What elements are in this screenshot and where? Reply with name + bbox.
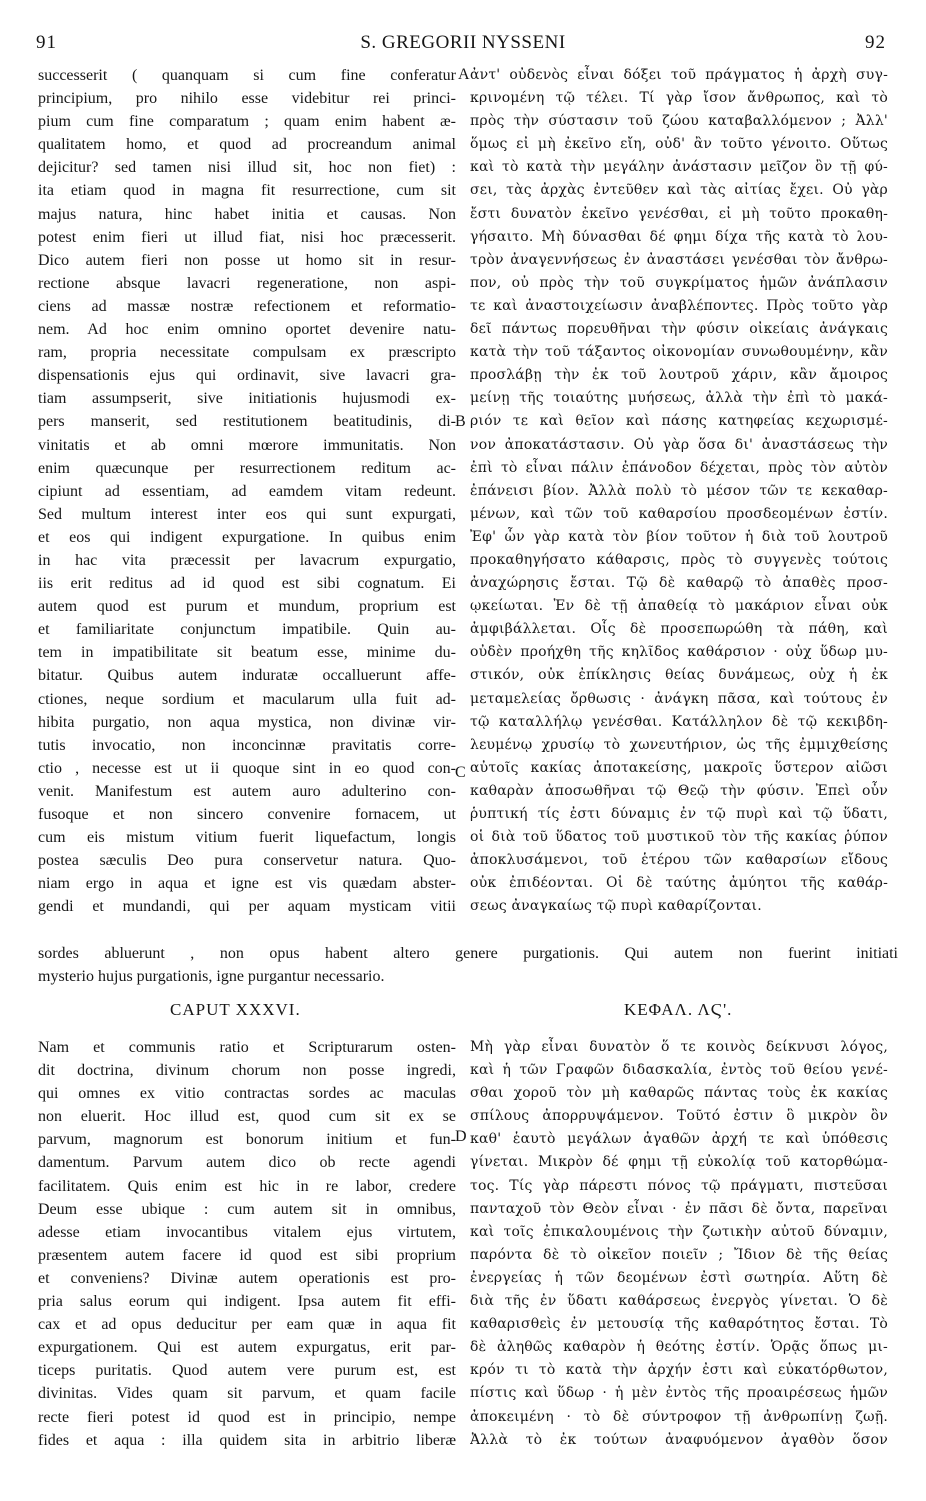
text-line: πον, οὐ πρὸς τὴν τοῦ συγκρίματος ἡμῶν ἀνάπλασιν [470, 274, 888, 291]
text-line: τῷ καταλλήλῳ γενέσθαι. Κατάλληλον δὲ τῷ κεκιβδη- [470, 713, 888, 730]
text-line: et eos qui indigent expurgatione. In quibus enim [38, 528, 456, 546]
text-line: gendi et mundandi, qui per aquam mysticam vitii [38, 898, 456, 916]
text-line: πρὸς τὴν σύστασιν τοῦ ζώου καταβαλλόμενον ; Ἀλλ' [470, 113, 888, 130]
text-line: παρόντα δὲ τὸ οἰκεῖον ποιεῖν ; Ἴδιον δὲ τῆς θείας [470, 1246, 888, 1263]
text-line: πίστις καὶ ὕδωρ · ἡ μὲν ἐντὸς τῆς προαιρέσεως ἡμῶν [470, 1385, 888, 1402]
text-line: cipiunt ad essentiam, ad eamdem vitam redeunt. [38, 482, 456, 500]
running-title: S. GREGORII NYSSENI [360, 32, 566, 53]
text-line: τρὸν ἀναγεννήσεως ἐν ἀναστάσει γενέσθαι τὸν ἄνθρω- [470, 251, 888, 268]
text-line: ῳκείωται. Ἐν δὲ τῇ ἀπαθείᾳ τὸ μακάριον εἶναι οὐκ [470, 598, 888, 615]
text-line: successerit ( quanquam si cum fine conferatur [38, 67, 456, 84]
text-line: tutis invocatio, non inconcinnæ pravitatis corre- [38, 736, 456, 754]
text-line: fusoque et non sincero convenire fornacem, ut [38, 806, 456, 823]
text-line: mysterio hujus purgationis, igne purgantur necessario. [38, 968, 385, 986]
text-line: vinitatis et ab omni mœrore immunitatis. Non [38, 436, 456, 454]
text-line: nem. Ad hoc enim omnino oportet devenire natu- [38, 321, 456, 339]
text-line: Deum esse ubique : cum autem sit in omnibus, [38, 1200, 456, 1218]
text-line: προκαθηγήσατο κάθαρσις, πρὸς τὸ συγγενὲς τούτοις [470, 551, 888, 568]
text-line: ἀναχώρησις ἔσται. Τῷ δὲ καθαρῷ τὸ ἀπαθὲς προσ- [470, 575, 888, 592]
margin-marker-b: B [455, 413, 466, 430]
text-line: fides et aqua : illa quidem sita in arbitrio liberæ [38, 1431, 456, 1449]
text-line: recte fieri potest id quod est in principio, nempe [38, 1408, 456, 1426]
page-number-left: 91 [36, 32, 57, 53]
text-line: δεῖ πάντως πορευθῆναι τὴν φύσιν οἰκείαις ἀνάγκαις [470, 321, 888, 338]
text-line: καὶ τὸ κατὰ τὴν μεγάλην ἀνάστασιν μεῖζον ὂν τῇ φύ- [470, 159, 888, 176]
text-line: καὶ ἡ τῶν Γραφῶν διδασκαλία, ἐντὸς τοῦ θείου γενέ- [470, 1062, 888, 1079]
text-line: non eluerit. Hoc illud est, quod cum sit ex se [38, 1108, 456, 1126]
text-line: ριόν τε καὶ θεῖον καὶ πάσης κατηφείας κεχωρισμέ- [470, 413, 888, 430]
text-line: venit. Manifestum est autem auro adulterino con- [38, 782, 456, 800]
text-line: νον ἀποκατάστασιν. Οὐ γὰρ ὅσα δι' ἀναστάσεως τὴν [470, 436, 888, 453]
text-line: γίνεται. Μικρὸν δέ φημι τῇ εὐκολίᾳ τοῦ κατορθώμα- [470, 1154, 888, 1171]
text-line: sordes abluerunt , non opus habent altero genere purgationis. Qui autem non fuerint initiati [38, 945, 898, 962]
text-line: niam ergo in aqua et igne est vis quædam abster- [38, 875, 456, 893]
text-line: οὐκ ἐπιδέονται. Οἱ δὲ ταύτης ἀμύητοι τῆς καθάρ- [470, 875, 888, 892]
text-line: Sed multum interest inter eos qui sunt expurgati, [38, 505, 456, 523]
text-line: iis erit reditus ad id quod est sibi cognatum. Ei [38, 575, 456, 593]
text-line: pria salus eorum qui indigent. Ipsa autem fit effi- [38, 1293, 456, 1311]
text-line: ἔστι δυνατὸν ἐκεῖνο γενέσθαι, εἰ μὴ τοῦτο προκαθη- [470, 205, 888, 222]
text-line: majus natura, hinc habet initia et causas. Non [38, 205, 456, 223]
text-line: tem in impatibilitate sit beatum esse, minime du- [38, 644, 456, 662]
text-line: pium cum fine comparatum ; quam enim habent æ- [38, 113, 456, 131]
text-line: cax et ad opus deducitur per eam quæ in aqua fit [38, 1316, 456, 1334]
kephal-heading: ΚΕΦΑΛ. ΛϚ'. [624, 1000, 733, 1019]
text-line: ram, propria necessitate compulsam ex præscripto [38, 344, 456, 362]
text-line: qualitatem homo, et quod ad procreandum animal [38, 136, 456, 154]
greek-column-bottom [470, 1036, 888, 1452]
text-line: γήσαιτο. Μὴ δύνασθαι δέ φημι δίχα τῆς κατὰ τὸ λου- [470, 228, 888, 245]
text-line: ticeps puritatis. Quod autem vere purum est, est [38, 1362, 456, 1380]
text-line: τε καὶ ἀναστοιχείωσιν ἀναβλέποντες. Πρὸς τοῦτο γὰρ [470, 297, 888, 314]
text-line: ἐπὶ τὸ εἶναι πάλιν ἐπάνοδον δέχεται, πρὸς τὸν αὐτὸν [470, 459, 888, 476]
greek-column-top [470, 64, 888, 918]
text-line: Μὴ γὰρ εἶναι δυνατὸν ὅ τε κοινὸς δείκνυσι λόγος, [470, 1039, 888, 1055]
text-line: καὶ τοῖς ἐπικαλουμένοις τὴν ζωτικὴν αὐτοῦ δύναμιν, [470, 1223, 888, 1240]
text-line: ἀντ' οὐδενὸς εἶναι δόξει τοῦ πράγματος ἡ ἀρχὴ συγ- [470, 67, 888, 83]
text-line: in hac vita præcessit per lavacrum expurgatio, [38, 551, 456, 569]
text-line: σεως ἀναγκαίως τῷ πυρὶ καθαρίζονται. [470, 898, 762, 915]
text-line: μεταμελείας ὄρθωσις · ἀνάγκη πᾶσα, καὶ τούτους ἐν [470, 690, 888, 707]
text-line: dit doctrina, divinum chorum non posse ingredi, [38, 1062, 456, 1080]
text-line: ita etiam quod in magna fit resurrectione, cum sit [38, 182, 456, 200]
text-line: hibita purgatio, non aqua mystica, non divinæ vir- [38, 713, 456, 731]
text-line: dispensationis ejus qui ordinavit, sive lavacri gra- [38, 367, 456, 385]
latin-column-top [38, 64, 456, 918]
text-line: καθαρὰν ἀποσωθῆναι τῷ Θεῷ τὴν φύσιν. Ἐπεὶ οὖν [470, 782, 888, 799]
margin-marker-a: A [458, 66, 470, 83]
text-line: πανταχοῦ τὸν Θεὸν εἶναι · ἐν πᾶσι δὲ ὄντα, παρεῖναι [470, 1200, 888, 1217]
text-line: μείνῃ τῆς τοιαύτης μυήσεως, ἀλλὰ τὴν ἐπὶ τὸ μακά- [470, 390, 888, 407]
text-line: οὐδὲν προήχθη τῆς κηλῖδος καθάρσιον · οὐχ ὕδωρ μυ- [470, 644, 888, 661]
text-line: Dico autem fieri non posse ut homo sit in resur- [38, 251, 456, 269]
text-line: σπίλους ἀπορρυψάμενον. Τοῦτό ἐστιν ὃ μικρὸν ὂν [470, 1108, 888, 1125]
text-line: ctiones, neque sordium et macularum ulla fuit ad- [38, 690, 456, 708]
text-line: postea sæculis Deo pura conservetur natura. Quo- [38, 852, 456, 870]
text-line: pers manserit, sed restitutionem beatitudinis, di- [38, 413, 456, 431]
text-line: ῥυπτική τίς ἐστι δύναμις ἐν τῷ πυρὶ καὶ τῷ ὕδατι, [470, 806, 888, 822]
text-line: parvum, magnorum est bonorum initium et fun- [38, 1131, 456, 1149]
text-line: ὅμως εἰ μὴ ἐκεῖνο εἴη, οὐδ' ἂν τοῦτο γένοιτο. Οὕτως [470, 136, 888, 153]
text-line: expurgationem. Qui est autem expurgatus, erit par- [38, 1339, 456, 1357]
text-line: potest enim fieri ut illud fiat, nisi hoc præcesserit. [38, 228, 456, 246]
text-line: λευμένῳ χρυσίῳ τὸ χωνευτήριον, ὡς τῆς ἐμμιχθείσης [470, 736, 888, 753]
text-line: καθ' ἑαυτὸ μεγάλων ἀγαθῶν ἀρχή τε καὶ ὑπόθεσις [470, 1131, 888, 1148]
text-line: præsentem autem facere id quod est sibi proprium [38, 1246, 456, 1264]
margin-marker-c: C [455, 764, 466, 781]
text-line: tiam assumpserit, sive initiationis hujusmodi ex- [38, 390, 456, 408]
caput-heading: CAPUT XXXVI. [170, 1000, 301, 1019]
text-line: facilitatem. Quis enim est hic in re labor, credere [38, 1177, 456, 1195]
text-line: damentum. Parvum autem dico ob recte agendi [38, 1154, 456, 1172]
text-line: Ἐφ' ὧν γὰρ κατὰ τὸν βίον τοῦτον ἡ διὰ τοῦ λουτροῦ [470, 528, 888, 545]
text-line: Ἀλλὰ τὸ ἐκ τούτων ἀναφυόμενον ἀγαθὸν ὅσον [470, 1431, 888, 1448]
text-line: σθαι χοροῦ τὸν μὴ καθαρῶς πάντας τοὺς ἐκ κακίας [470, 1085, 888, 1102]
text-line: ἀμφιβάλλεται. Οἷς δὲ προσεπωρώθη τὰ πάθη, καὶ [470, 621, 888, 638]
text-line: principium, pro nihilo esse videbitur rei princi- [38, 90, 456, 108]
text-line: Nam et communis ratio et Scripturarum osten- [38, 1039, 456, 1056]
text-line: autem quod est purum et mundum, proprium est [38, 598, 456, 616]
text-line: ἐπάνεισι βίον. Ἀλλὰ πολὺ τὸ μέσον τῶν τε κεκαθαρ- [470, 482, 888, 499]
text-line: διὰ τῆς ἐν ὕδατι καθάρσεως ἐνεργὸς γίνεται. Ὁ δὲ [470, 1293, 888, 1310]
page-number-right: 92 [865, 32, 886, 53]
text-line: cum eis mistum vitium fuerit liquefactum, longis [38, 829, 456, 847]
text-line: τος. Τίς γὰρ πάρεστι πόνος τῷ πράγματι, πιστεῦσαι [470, 1177, 888, 1194]
text-line: dejicitur? sed tamen nisi illud sit, hoc non fiet) : [38, 159, 456, 177]
text-line: ctio , necesse est ut ii quoque sint in eo quod con- [38, 759, 456, 777]
text-line: ciens ad massæ nostræ refectionem et reformatio- [38, 297, 456, 315]
text-line: δὲ ἀληθῶς καθαρὸν ἡ θεότης ἐστίν. Ὁρᾷς ὅπως μι- [470, 1339, 888, 1356]
text-line: μένων, καὶ τῶν τοῦ καθαρσίου προσδεομένων ἐστίν. [470, 505, 888, 522]
text-line: divinitas. Vides quam sit parvum, et quam facile [38, 1385, 456, 1403]
text-line: enim quæcunque per resurrectionem reditum ac- [38, 459, 456, 477]
text-line: et familiaritate conjunctum impatibile. Quin au- [38, 621, 456, 639]
latin-column-bottom [38, 1036, 456, 1452]
text-line: στικόν, οὐκ ἐπίκλησις θείας δυνάμεως, οὐχ ἡ ἐκ [470, 667, 888, 684]
text-line: ἀποκλυσάμενοι, τοῦ ἑτέρου τῶν καθαρσίων εἴδους [470, 852, 888, 869]
text-line: rectione absque lavacri regeneratione, non aspi- [38, 274, 456, 292]
text-line: ἐνεργείας ἡ τῶν δεομένων ἐστὶ σωτηρία. Αὕτη δὲ [470, 1269, 888, 1286]
text-line: adesse etiam invocantibus vitalem ejus virtutem, [38, 1223, 456, 1241]
text-line: bitatur. Quibus autem induratæ occalluerunt affe- [38, 667, 456, 685]
text-line: κρινομένη τῷ τέλει. Τί γὰρ ἴσον ἄνθρωπος, καὶ τὸ [470, 90, 888, 107]
text-line: ἀποκειμένη · τὸ δὲ σύντροφον τῇ ἀνθρωπίνῃ ζωῇ. [470, 1408, 888, 1425]
full-width-text [38, 942, 898, 988]
text-line: αὐτοῖς κακίας ἀποτακείσης, μακροῖς ὕστερον αἰῶσι [470, 759, 888, 776]
text-line: οἱ διὰ τοῦ ὕδατος τοῦ μυστικοῦ τὸν τῆς κακίας ῥύπον [470, 829, 888, 846]
text-line: qui omnes ex vitio contractas sordes ac maculas [38, 1085, 456, 1103]
text-line: σει, τὰς ἀρχὰς ἐντεῦθεν καὶ τὰς αἰτίας ἔχει. Οὐ γὰρ [470, 182, 888, 199]
text-line: καθαρισθεὶς ἐν μετουσίᾳ τῆς καθαρότητος ἔσται. Τὸ [470, 1316, 888, 1333]
text-line: προσλάβῃ τὴν ἐκ τοῦ λουτροῦ χάριν, κἂν ἄμοιρος [470, 367, 888, 384]
text-line: et conveniens? Divinæ autem operationis est pro- [38, 1269, 456, 1287]
text-line: κατὰ τὴν τοῦ τάξαντος οἰκονομίαν συνωθουμένην, κἂν [470, 344, 888, 361]
text-line: κρόν τι τὸ κατὰ τὴν ἀρχήν ἐστι καὶ εὐκατόρθωτον, [470, 1362, 888, 1379]
margin-marker-d: D [455, 1128, 467, 1145]
